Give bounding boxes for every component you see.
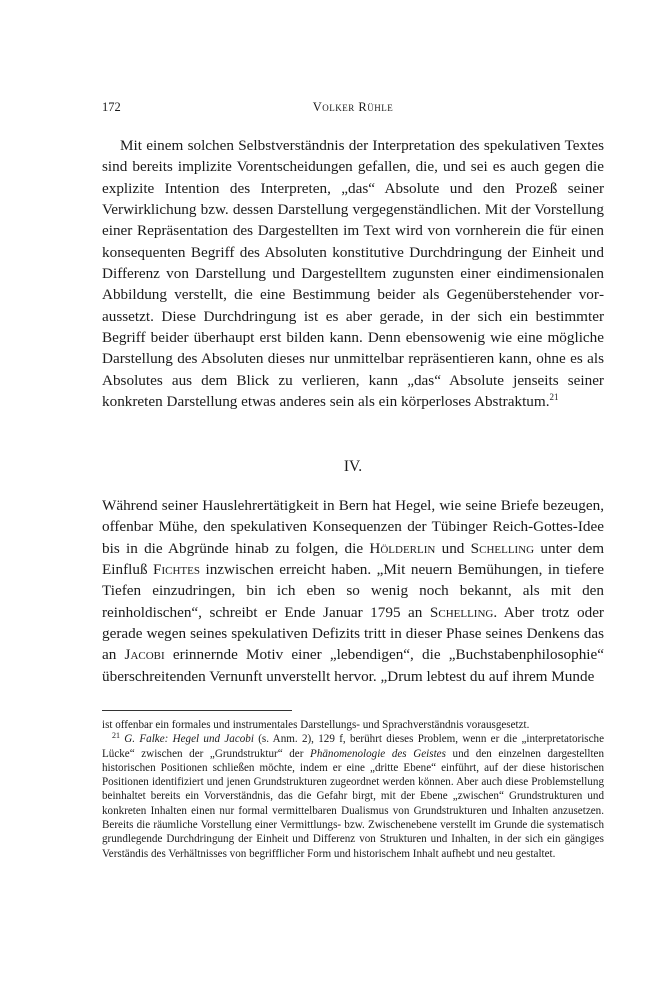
footnote-ref-21[interactable]: 21	[549, 392, 559, 403]
para2-text: und	[435, 539, 471, 557]
paragraph-1-text: Mit einem solchen Selbstverständnis der Interpretation des spekulativen Textes sind bereits implizite Vorentscheidungen gefallen, die, und sei es auch gegen die explizite Intention des Interpreten, „das“ Absolute und den Prozeß seiner Verwirklichung bzw. dessen Darstellung vergegenständlichen. Mit der Vorstellung einer Repräsentation des Dargestellten im Text wird von vornherein die für einen konsequenten Begriff des Absoluten konstitutive Durchdringung der Einheit und Differenz von Darstellung und Dargestelltem zugunsten einer eindimensionalen Abbildung verstellt, die eine Bestimmung beider als Gegenüberstehender voraussetzt. Diese Durchdringung ist es aber gerade, in der sich ein bestimmter Begriff beider überhaupt erst bilden kann. Denn ebensowenig wie eine mögliche Darstellung des Absoluten dieses nur unmittelbar repräsentieren kann, ohne es als Absolutes aus dem Blick zu verlieren, kann „das“ Absolute jenseits seiner konkreten Darstellung etwas anderes sein als ein körperloses Abstraktum.	[102, 137, 604, 411]
page-number: 172	[102, 100, 121, 114]
name-schelling: Schelling	[470, 539, 535, 557]
paragraph-2	[102, 495, 604, 687]
footnote-text: (s. Anm. 2), 129 f, berührt dieses Problem, wenn er die „interpretatorische Lücke“ zwischen der „Grundstruktur“ der	[102, 733, 604, 760]
name-schelling: Schelling	[429, 603, 494, 621]
footnote-21	[102, 732, 604, 861]
para2-text: . Aber trotz oder gerade wegen seines spekulativen Defizits tritt in dieser Phase seines Denkens das an	[102, 603, 604, 664]
page-header	[102, 100, 604, 120]
footnote-continuation: ist offenbar ein formales und instrumentales Darstellungs- und Sprachverständnis vorausgesetzt.	[102, 719, 530, 731]
name-hoelderlin: Hölderlin	[369, 539, 436, 557]
name-jacobi: Jacobi	[124, 646, 165, 664]
section-heading: IV.	[343, 458, 363, 475]
footnote-work-title: Phänomenologie des Geistes	[310, 747, 446, 760]
para2-text: inzwischen erreicht haben. „Mit neuern Bemühungen, in tiefere Tiefen einzudringen, bin ich eben so wenig noch bekannt, als mit den reinholdischen“, schreibt er Ende Januar 1795 an	[102, 561, 604, 621]
footnotes	[102, 718, 604, 861]
name-fichte: Fichtes	[153, 561, 200, 579]
running-head: Volker Rühle	[312, 100, 394, 114]
para2-text: unter dem Einfluß	[102, 539, 605, 579]
footnote-number: 21	[112, 731, 120, 741]
para2-text: erinnernde Motiv einer „lebendigen“, die „Buchstabenphilosophie“ überschreitenden Vernunft unverstellt hervor. „Drum lebtest du auf ihrem Munde	[102, 646, 604, 685]
footnote-citation: G. Falke: Hegel und Jacobi	[124, 733, 254, 746]
footnote-text: und den einzelnen dargestellten historischen Positionen schließen möchte, indem er eine „dritte Ebene“ einführt, auf der diese historischen Positionen identifiziert und jenen Grundstrukturen zugeordnet werden können. Aber auch diese Problemstellung beinhaltet bereits ein Vorverständnis, das die Gefahr birgt, mit der Ebene „zwischen“ Grundstrukturen und konkreten Inhalten einen nur formal vermittelbaren Dualismus von Grundstrukturen und Inhalten anzusetzen. Bereits die räumliche Vorstellung einer Vermittlungs- bzw. Zwischenebene verstellt im Grunde die systematisch grundlegende Durchdringung der Einheit und Differenz von Strukturen und Inhalten, in der sich ein gängiges Verständis des Verhältnisses von begrifflicher Form und historischem Inhalt aufhebt und neu gestaltet.	[102, 747, 605, 860]
footnote-rule	[102, 710, 292, 711]
para2-text: Während seiner Hauslehrertätigkeit in Bern hat Hegel, wie seine Briefe bezeugen, offenbar Mühe, den spekulativen Konsequenzen der Tübinger Reich-Gottes-Idee bis in die Abgründe hinab zu folgen, die	[102, 497, 604, 557]
paragraph-1	[102, 135, 604, 412]
